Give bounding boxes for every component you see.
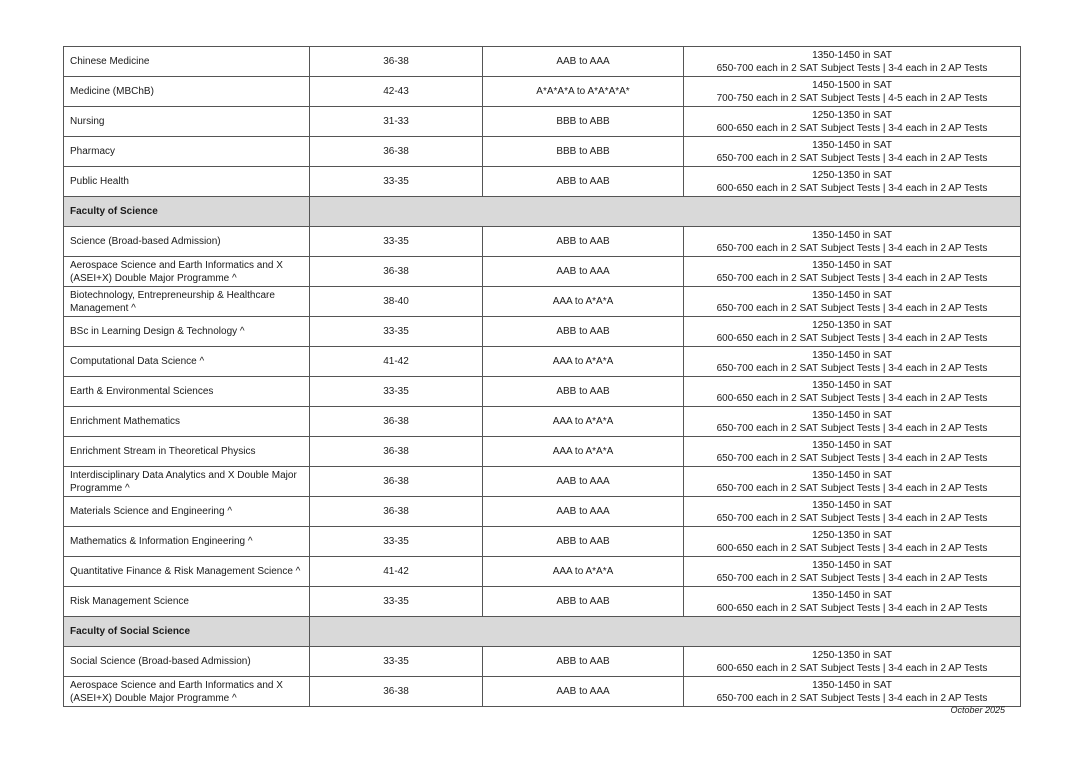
programme-name-cell: Quantitative Finance & Risk Management Science ^ — [64, 557, 310, 587]
subject-ap-tests: 600-650 each in 2 SAT Subject Tests | 3-4 each in 2 AP Tests — [716, 182, 988, 194]
programme-name-cell: Enrichment Mathematics — [64, 407, 310, 437]
subject-ap-tests: 600-650 each in 2 SAT Subject Tests | 3-4 each in 2 AP Tests — [716, 542, 988, 554]
programme-name-cell: BSc in Learning Design & Technology ^ — [64, 317, 310, 347]
subject-ap-tests: 600-650 each in 2 SAT Subject Tests | 3-4 each in 2 AP Tests — [716, 392, 988, 404]
a-level-cell: BBB to ABB — [483, 137, 684, 167]
sat-requirements-cell — [684, 257, 1021, 287]
programme-name-cell: Earth & Environmental Sciences — [64, 377, 310, 407]
a-level-cell: ABB to AAB — [483, 227, 684, 257]
sat-score: 1350-1450 in SAT — [812, 409, 892, 421]
table-row — [64, 77, 1021, 107]
sat-score: 1350-1450 in SAT — [812, 679, 892, 691]
table-row — [64, 587, 1021, 617]
subject-ap-tests: 650-700 each in 2 SAT Subject Tests | 3-4 each in 2 AP Tests — [716, 272, 988, 284]
a-level-cell: ABB to AAB — [483, 647, 684, 677]
table-row — [64, 107, 1021, 137]
sat-score: 1250-1350 in SAT — [812, 319, 892, 331]
table-row — [64, 257, 1021, 287]
footer-date: October 2025 — [950, 705, 1005, 715]
sat-requirements-cell — [684, 347, 1021, 377]
a-level-cell: AAB to AAA — [483, 497, 684, 527]
a-level-cell: ABB to AAB — [483, 527, 684, 557]
table-body — [64, 47, 1021, 707]
section-header-row — [64, 197, 1021, 227]
ib-score-cell: 41-42 — [310, 347, 483, 377]
sat-score: 1350-1450 in SAT — [812, 259, 892, 271]
a-level-cell: AAB to AAA — [483, 257, 684, 287]
programme-name-cell: Enrichment Stream in Theoretical Physics — [64, 437, 310, 467]
programme-name-cell: Materials Science and Engineering ^ — [64, 497, 310, 527]
sat-requirements-cell — [684, 587, 1021, 617]
programme-name-cell: Aerospace Science and Earth Informatics and X (ASEI+X) Double Major Programme ^ — [64, 257, 310, 287]
subject-ap-tests: 650-700 each in 2 SAT Subject Tests | 3-4 each in 2 AP Tests — [716, 62, 988, 74]
ib-score-cell: 38-40 — [310, 287, 483, 317]
sat-score: 1350-1450 in SAT — [812, 439, 892, 451]
a-level-cell: AAA to A*A*A — [483, 437, 684, 467]
sat-requirements-cell — [684, 317, 1021, 347]
a-level-cell: AAA to A*A*A — [483, 347, 684, 377]
ib-score-cell: 41-42 — [310, 557, 483, 587]
subject-ap-tests: 650-700 each in 2 SAT Subject Tests | 3-4 each in 2 AP Tests — [716, 242, 988, 254]
admission-requirements-table — [63, 46, 1021, 707]
ib-score-cell: 36-38 — [310, 407, 483, 437]
sat-score: 1250-1350 in SAT — [812, 649, 892, 661]
sat-score: 1250-1350 in SAT — [812, 169, 892, 181]
subject-ap-tests: 650-700 each in 2 SAT Subject Tests | 3-4 each in 2 AP Tests — [716, 692, 988, 704]
ib-score-cell: 33-35 — [310, 317, 483, 347]
table-row — [64, 647, 1021, 677]
table-row — [64, 287, 1021, 317]
a-level-cell: AAB to AAA — [483, 677, 684, 707]
table-row — [64, 467, 1021, 497]
subject-ap-tests: 650-700 each in 2 SAT Subject Tests | 3-4 each in 2 AP Tests — [716, 302, 988, 314]
subject-ap-tests: 600-650 each in 2 SAT Subject Tests | 3-4 each in 2 AP Tests — [716, 662, 988, 674]
table-row — [64, 317, 1021, 347]
section-filler-cell — [310, 197, 1021, 227]
subject-ap-tests: 650-700 each in 2 SAT Subject Tests | 3-4 each in 2 AP Tests — [716, 452, 988, 464]
sat-requirements-cell — [684, 47, 1021, 77]
sat-requirements-cell — [684, 77, 1021, 107]
a-level-cell: AAA to A*A*A — [483, 287, 684, 317]
subject-ap-tests: 650-700 each in 2 SAT Subject Tests | 3-4 each in 2 AP Tests — [716, 422, 988, 434]
table-row — [64, 167, 1021, 197]
section-title: Faculty of Social Science — [64, 617, 310, 647]
table-row — [64, 557, 1021, 587]
section-header-row — [64, 617, 1021, 647]
ib-score-cell: 36-38 — [310, 47, 483, 77]
sat-requirements-cell — [684, 437, 1021, 467]
ib-score-cell: 36-38 — [310, 137, 483, 167]
programme-name-cell: Interdisciplinary Data Analytics and X Double Major Programme ^ — [64, 467, 310, 497]
ib-score-cell: 36-38 — [310, 257, 483, 287]
ib-score-cell: 33-35 — [310, 377, 483, 407]
subject-ap-tests: 650-700 each in 2 SAT Subject Tests | 3-4 each in 2 AP Tests — [716, 512, 988, 524]
ib-score-cell: 36-38 — [310, 497, 483, 527]
subject-ap-tests: 650-700 each in 2 SAT Subject Tests | 3-4 each in 2 AP Tests — [716, 152, 988, 164]
sat-requirements-cell — [684, 227, 1021, 257]
section-title: Faculty of Science — [64, 197, 310, 227]
a-level-cell: AAB to AAA — [483, 467, 684, 497]
a-level-cell: AAA to A*A*A — [483, 557, 684, 587]
sat-score: 1350-1450 in SAT — [812, 379, 892, 391]
ib-score-cell: 33-35 — [310, 227, 483, 257]
sat-requirements-cell — [684, 467, 1021, 497]
programme-name-cell: Chinese Medicine — [64, 47, 310, 77]
ib-score-cell: 31-33 — [310, 107, 483, 137]
sat-score: 1350-1450 in SAT — [812, 469, 892, 481]
subject-ap-tests: 650-700 each in 2 SAT Subject Tests | 3-4 each in 2 AP Tests — [716, 482, 988, 494]
section-filler-cell — [310, 617, 1021, 647]
sat-score: 1250-1350 in SAT — [812, 109, 892, 121]
programme-name-cell: Aerospace Science and Earth Informatics and X (ASEI+X) Double Major Programme ^ — [64, 677, 310, 707]
ib-score-cell: 36-38 — [310, 677, 483, 707]
a-level-cell: AAB to AAA — [483, 47, 684, 77]
sat-requirements-cell — [684, 377, 1021, 407]
table-row — [64, 347, 1021, 377]
ib-score-cell: 42-43 — [310, 77, 483, 107]
subject-ap-tests: 650-700 each in 2 SAT Subject Tests | 3-4 each in 2 AP Tests — [716, 362, 988, 374]
programme-name-cell: Medicine (MBChB) — [64, 77, 310, 107]
programme-name-cell: Pharmacy — [64, 137, 310, 167]
table-row — [64, 47, 1021, 77]
sat-score: 1350-1450 in SAT — [812, 589, 892, 601]
sat-requirements-cell — [684, 167, 1021, 197]
ib-score-cell: 36-38 — [310, 467, 483, 497]
a-level-cell: ABB to AAB — [483, 587, 684, 617]
a-level-cell: BBB to ABB — [483, 107, 684, 137]
ib-score-cell: 33-35 — [310, 527, 483, 557]
sat-score: 1350-1450 in SAT — [812, 139, 892, 151]
a-level-cell: ABB to AAB — [483, 317, 684, 347]
sat-requirements-cell — [684, 407, 1021, 437]
table-row — [64, 677, 1021, 707]
programme-name-cell: Social Science (Broad-based Admission) — [64, 647, 310, 677]
a-level-cell: AAA to A*A*A — [483, 407, 684, 437]
sat-requirements-cell — [684, 497, 1021, 527]
sat-score: 1350-1450 in SAT — [812, 349, 892, 361]
table-row — [64, 497, 1021, 527]
sat-requirements-cell — [684, 647, 1021, 677]
subject-ap-tests: 700-750 each in 2 SAT Subject Tests | 4-5 each in 2 AP Tests — [716, 92, 988, 104]
a-level-cell: ABB to AAB — [483, 377, 684, 407]
sat-score: 1250-1350 in SAT — [812, 529, 892, 541]
ib-score-cell: 33-35 — [310, 587, 483, 617]
sat-score: 1350-1450 in SAT — [812, 499, 892, 511]
table-row — [64, 137, 1021, 167]
sat-requirements-cell — [684, 557, 1021, 587]
ib-score-cell: 36-38 — [310, 437, 483, 467]
programme-name-cell: Mathematics & Information Engineering ^ — [64, 527, 310, 557]
subject-ap-tests: 600-650 each in 2 SAT Subject Tests | 3-4 each in 2 AP Tests — [716, 332, 988, 344]
a-level-cell: ABB to AAB — [483, 167, 684, 197]
table-row — [64, 227, 1021, 257]
subject-ap-tests: 650-700 each in 2 SAT Subject Tests | 3-4 each in 2 AP Tests — [716, 572, 988, 584]
table-row — [64, 437, 1021, 467]
programme-name-cell: Biotechnology, Entrepreneurship & Healthcare Management ^ — [64, 287, 310, 317]
programme-name-cell: Public Health — [64, 167, 310, 197]
ib-score-cell: 33-35 — [310, 167, 483, 197]
sat-requirements-cell — [684, 677, 1021, 707]
sat-requirements-cell — [684, 107, 1021, 137]
table-row — [64, 407, 1021, 437]
subject-ap-tests: 600-650 each in 2 SAT Subject Tests | 3-4 each in 2 AP Tests — [716, 602, 988, 614]
sat-requirements-cell — [684, 137, 1021, 167]
programme-name-cell: Computational Data Science ^ — [64, 347, 310, 377]
a-level-cell: A*A*A*A to A*A*A*A* — [483, 77, 684, 107]
ib-score-cell: 33-35 — [310, 647, 483, 677]
programme-name-cell: Risk Management Science — [64, 587, 310, 617]
table-row — [64, 527, 1021, 557]
programme-name-cell: Science (Broad-based Admission) — [64, 227, 310, 257]
subject-ap-tests: 600-650 each in 2 SAT Subject Tests | 3-4 each in 2 AP Tests — [716, 122, 988, 134]
programme-name-cell: Nursing — [64, 107, 310, 137]
sat-score: 1350-1450 in SAT — [812, 289, 892, 301]
sat-score: 1350-1450 in SAT — [812, 49, 892, 61]
sat-score: 1450-1500 in SAT — [812, 79, 892, 91]
sat-requirements-cell — [684, 527, 1021, 557]
table-row — [64, 377, 1021, 407]
sat-score: 1350-1450 in SAT — [812, 559, 892, 571]
sat-score: 1350-1450 in SAT — [812, 229, 892, 241]
sat-requirements-cell — [684, 287, 1021, 317]
